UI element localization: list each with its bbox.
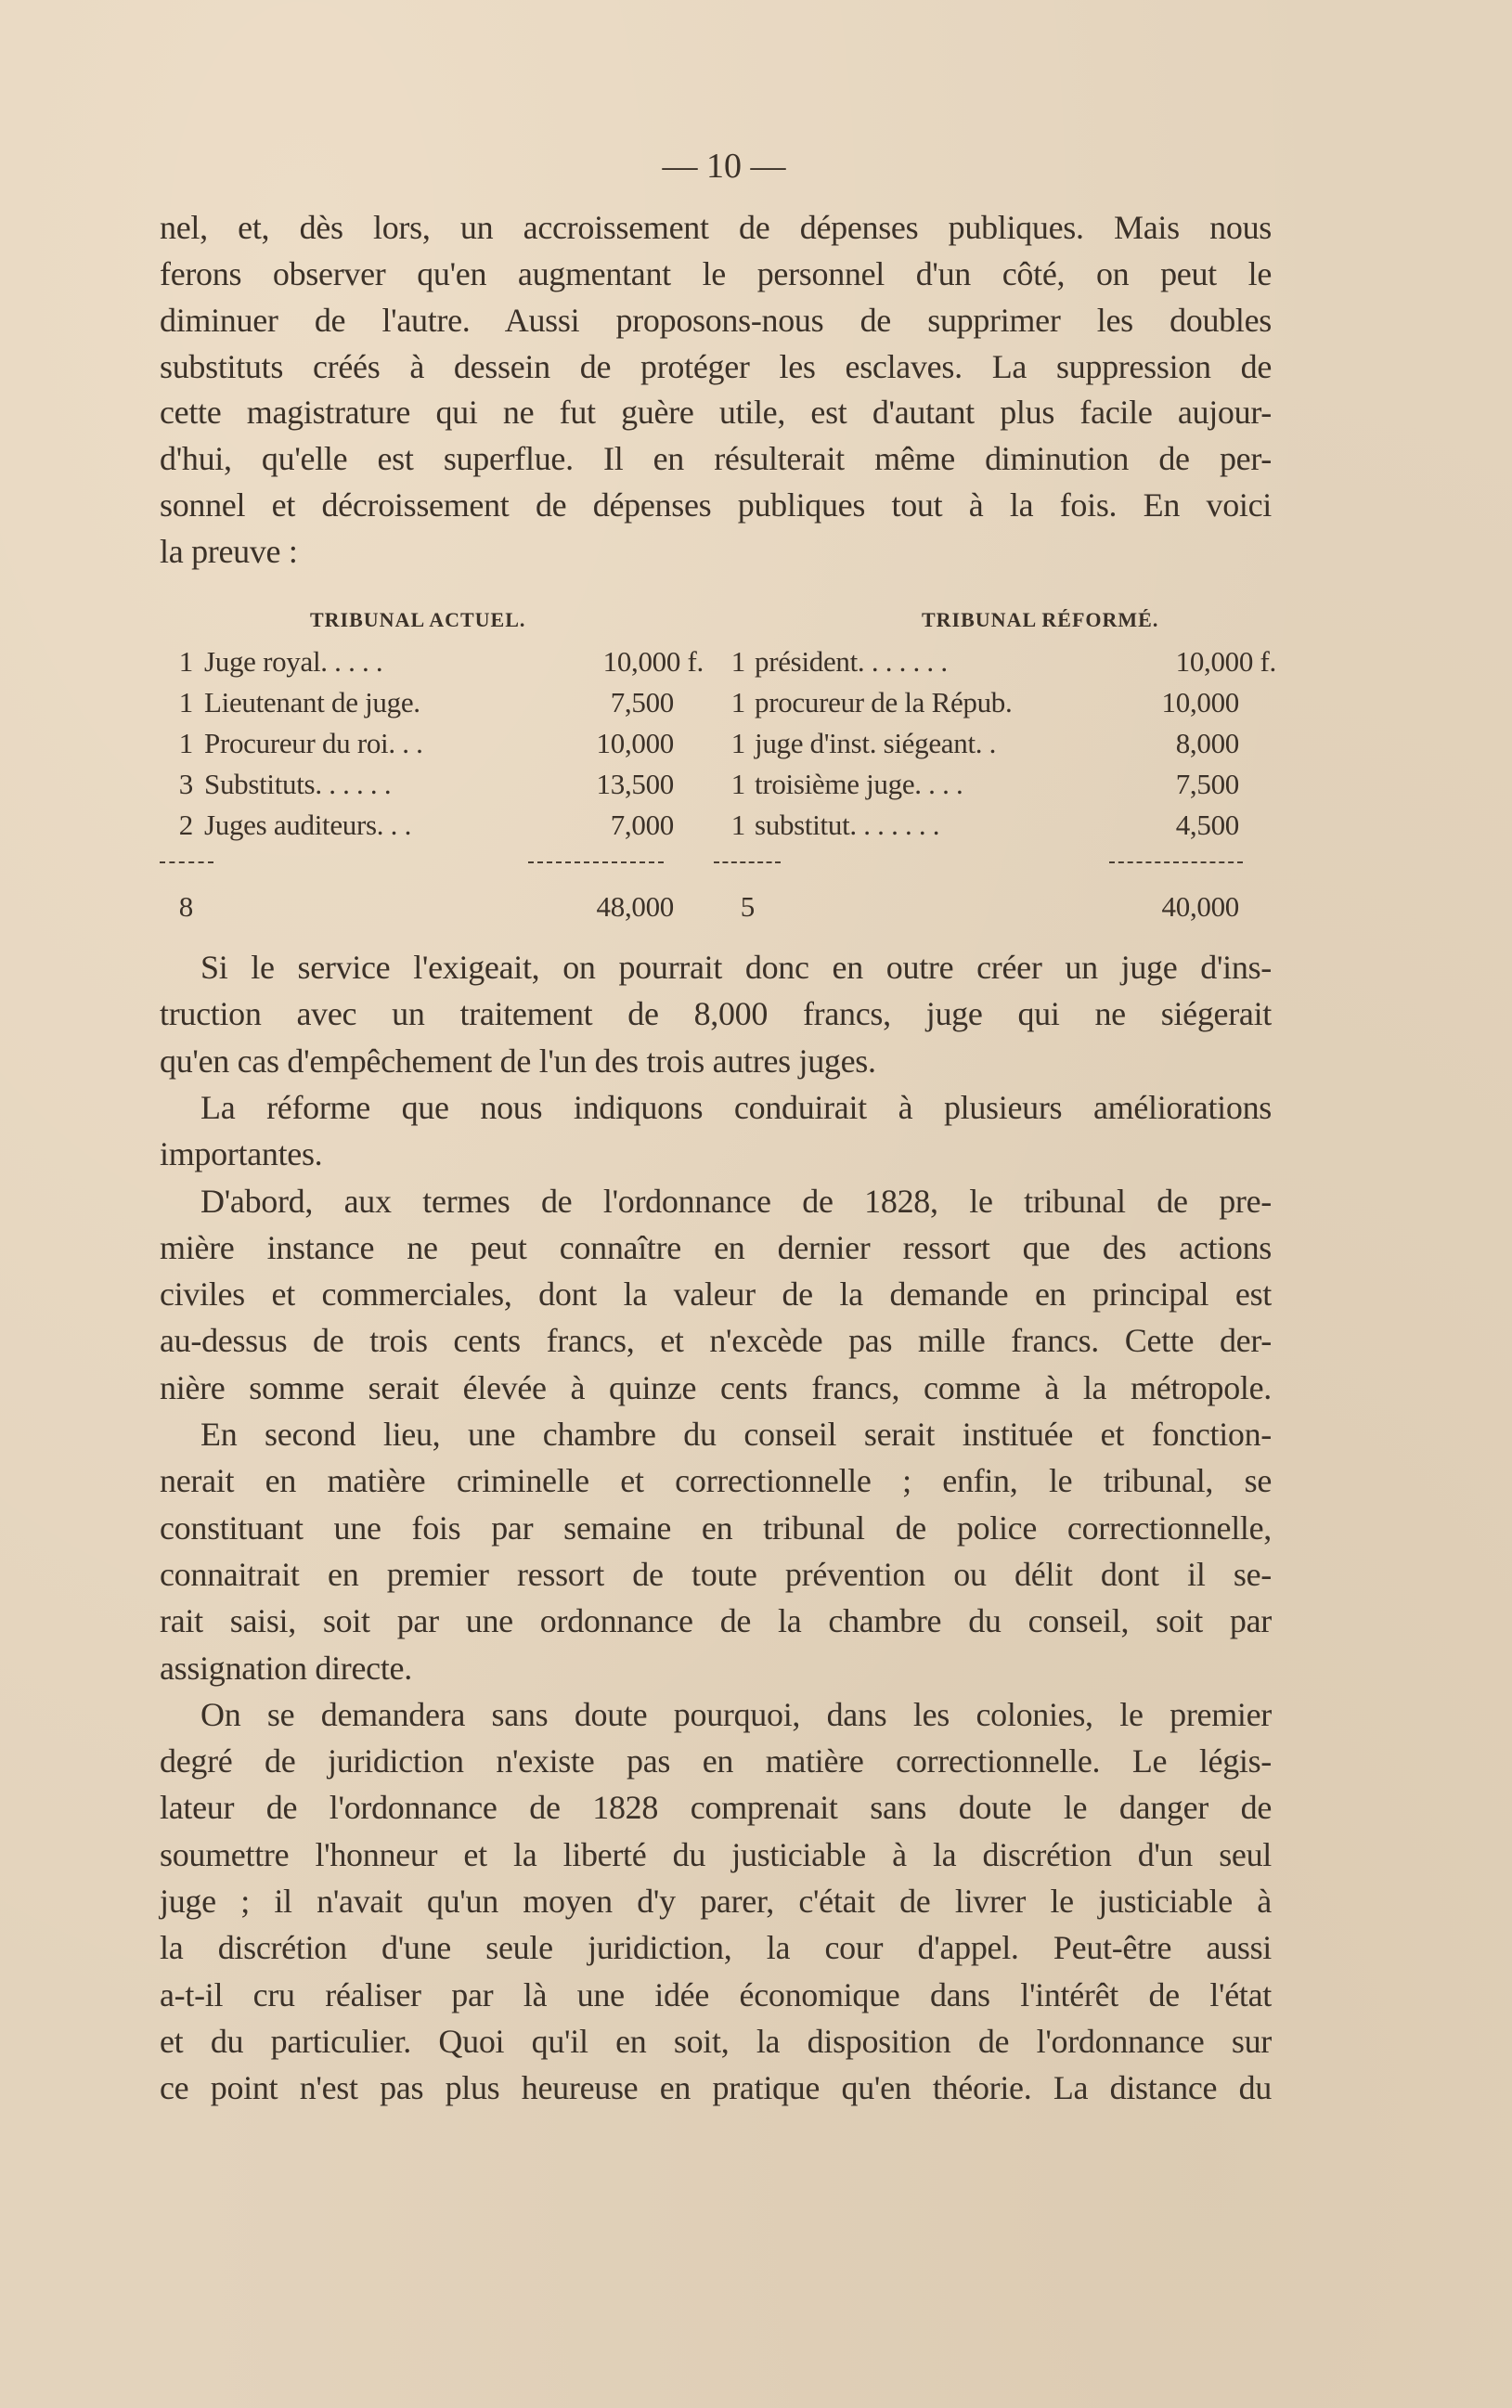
text-line: au-dessus de trois cents francs, et n'excède pas mille francs. Cette der- (160, 1322, 1272, 1359)
qty-rule (160, 861, 213, 863)
text-line: substituts créés à dessein de protéger les esclaves. La suppression de (160, 348, 1272, 385)
row-qty: 1 (730, 809, 745, 841)
paragraph-first-line: D'abord, aux termes de l'ordonnance de 1828, le tribunal de pre- (200, 1183, 1272, 1220)
amount-rule (528, 861, 664, 863)
row-qty: 3 (178, 768, 193, 800)
row-qty: 1 (730, 645, 745, 678)
table-row (710, 684, 1276, 721)
row-amount: 10,000 (596, 727, 674, 759)
row-label: juge d'inst. siégeant. . (755, 727, 997, 759)
total-qty: 8 (178, 890, 193, 923)
text-line: ce point n'est pas plus heureuse en pratique qu'en théorie. La distance du (160, 2069, 1272, 2106)
row-label: Juge royal. . . . . (204, 645, 383, 678)
qty-rule (714, 861, 781, 863)
row-qty: 1 (730, 686, 745, 719)
table-row (160, 725, 698, 762)
row-qty: 1 (730, 768, 745, 800)
table-total-row (160, 888, 698, 926)
text-line: civiles et commerciales, dont la valeur de la demande en principal est (160, 1275, 1272, 1313)
table-tribunal-actuel (160, 599, 717, 933)
page-number: — 10 — (662, 147, 786, 186)
row-label: Lieutenant de juge. (204, 686, 420, 719)
text-line: qu'en cas d'empêchement de l'un des trois autres juges. (160, 1042, 876, 1080)
text-line: importantes. (160, 1135, 323, 1172)
table-row (160, 807, 698, 844)
total-qty: 5 (740, 890, 755, 923)
table-row (710, 643, 1276, 680)
row-amount: 4,500 (1175, 809, 1239, 841)
row-label: procureur de la Répub. (755, 686, 1013, 719)
table-row (160, 684, 698, 721)
text-line: nerait en matière criminelle et correctionnelle ; enfin, le tribunal, se (160, 1462, 1272, 1499)
text-line: diminuer de l'autre. Aussi proposons-nous de supprimer les doubles (160, 302, 1272, 339)
text-line: lateur de l'ordonnance de 1828 comprenait sans doute le danger de (160, 1789, 1272, 1826)
text-line: mière instance ne peut connaître en dernier ressort que des actions (160, 1229, 1272, 1266)
row-qty: 1 (178, 645, 193, 678)
table-heading-reforme: TRIBUNAL RÉFORMÉ. (922, 608, 1159, 631)
row-label: président. . . . . . . (755, 645, 948, 678)
row-label: Substituts. . . . . . (204, 768, 392, 800)
table-total-row (710, 888, 1276, 926)
row-label: Juges auditeurs. . . (204, 809, 412, 841)
row-amount: 8,000 (1175, 727, 1239, 759)
text-line: constituant une fois par semaine en tribunal de police correctionnelle, (160, 1509, 1272, 1547)
row-qty: 1 (178, 727, 193, 759)
row-amount: 13,500 (596, 768, 674, 800)
table-heading-actuel: TRIBUNAL ACTUEL. (310, 608, 526, 631)
text-line: degré de juridiction n'existe pas en matière correctionnelle. Le légis- (160, 1742, 1272, 1780)
text-line: et du particulier. Quoi qu'il en soit, la disposition de l'ordonnance sur (160, 2023, 1272, 2060)
text-line: assignation directe. (160, 1650, 412, 1687)
table-row (160, 643, 704, 680)
row-amount: 7,000 (610, 809, 674, 841)
table-row (710, 807, 1276, 844)
text-line: d'hui, qu'elle est superflue. Il en résulterait même diminution de per- (160, 440, 1272, 477)
paragraph-first-line: Si le service l'exigeait, on pourrait donc en outre créer un juge d'ins- (200, 949, 1272, 986)
row-amount: 10,000 f. (1175, 645, 1276, 678)
text-line: cette magistrature qui ne fut guère utile, est d'autant plus facile aujour- (160, 394, 1272, 431)
row-qty: 2 (178, 809, 193, 841)
paragraph-first-line: On se demandera sans doute pourquoi, dans les colonies, le premier (200, 1696, 1272, 1733)
table-row (710, 766, 1276, 803)
row-amount: 10,000 f. (602, 645, 704, 678)
text-line: rait saisi, soit par une ordonnance de la chambre du conseil, soit par (160, 1602, 1272, 1639)
row-qty: 1 (730, 727, 745, 759)
text-line: nel, et, dès lors, un accroissement de dépenses publiques. Mais nous (160, 209, 1272, 246)
amount-rule (1109, 861, 1243, 863)
text-line: la discrétion d'une seule juridiction, la cour d'appel. Peut-être aussi (160, 1929, 1272, 1966)
text-line: soumettre l'honneur et la liberté du justiciable à la discrétion d'un seul (160, 1836, 1272, 1873)
table-row (710, 725, 1276, 762)
paragraph-first-line: La réforme que nous indiquons conduirait à plusieurs améliorations (200, 1089, 1272, 1126)
row-label: Procureur du roi. . . (204, 727, 423, 759)
row-amount: 7,500 (1175, 768, 1239, 800)
row-label: substitut. . . . . . . (755, 809, 940, 841)
text-line: truction avec un traitement de 8,000 francs, juge qui ne siégerait (160, 995, 1272, 1032)
row-amount: 7,500 (610, 686, 674, 719)
table-row (160, 766, 698, 803)
text-line: sonnel et décroissement de dépenses publiques tout à la fois. En voici (160, 486, 1272, 524)
total-amount: 40,000 (1161, 890, 1239, 923)
text-line: la preuve : (160, 533, 298, 570)
row-amount: 10,000 (1161, 686, 1239, 719)
text-line: ferons observer qu'en augmentant le personnel d'un côté, on peut le (160, 255, 1272, 292)
text-line: connaitrait en premier ressort de toute prévention ou délit dont il se- (160, 1556, 1272, 1593)
text-line: nière somme serait élevée à quinze cents francs, comme à la métropole. (160, 1369, 1272, 1406)
paragraph-first-line: En second lieu, une chambre du conseil serait instituée et fonction- (200, 1416, 1272, 1453)
row-label: troisième juge. . . . (755, 768, 963, 800)
table-tribunal-reforme (710, 599, 1286, 933)
text-line: juge ; il n'avait qu'un moyen d'y parer, c'était de livrer le justiciable à (160, 1883, 1272, 1920)
row-qty: 1 (178, 686, 193, 719)
text-line: a-t-il cru réaliser par là une idée économique dans l'intérêt de l'état (160, 1976, 1272, 2013)
total-amount: 48,000 (596, 890, 674, 923)
